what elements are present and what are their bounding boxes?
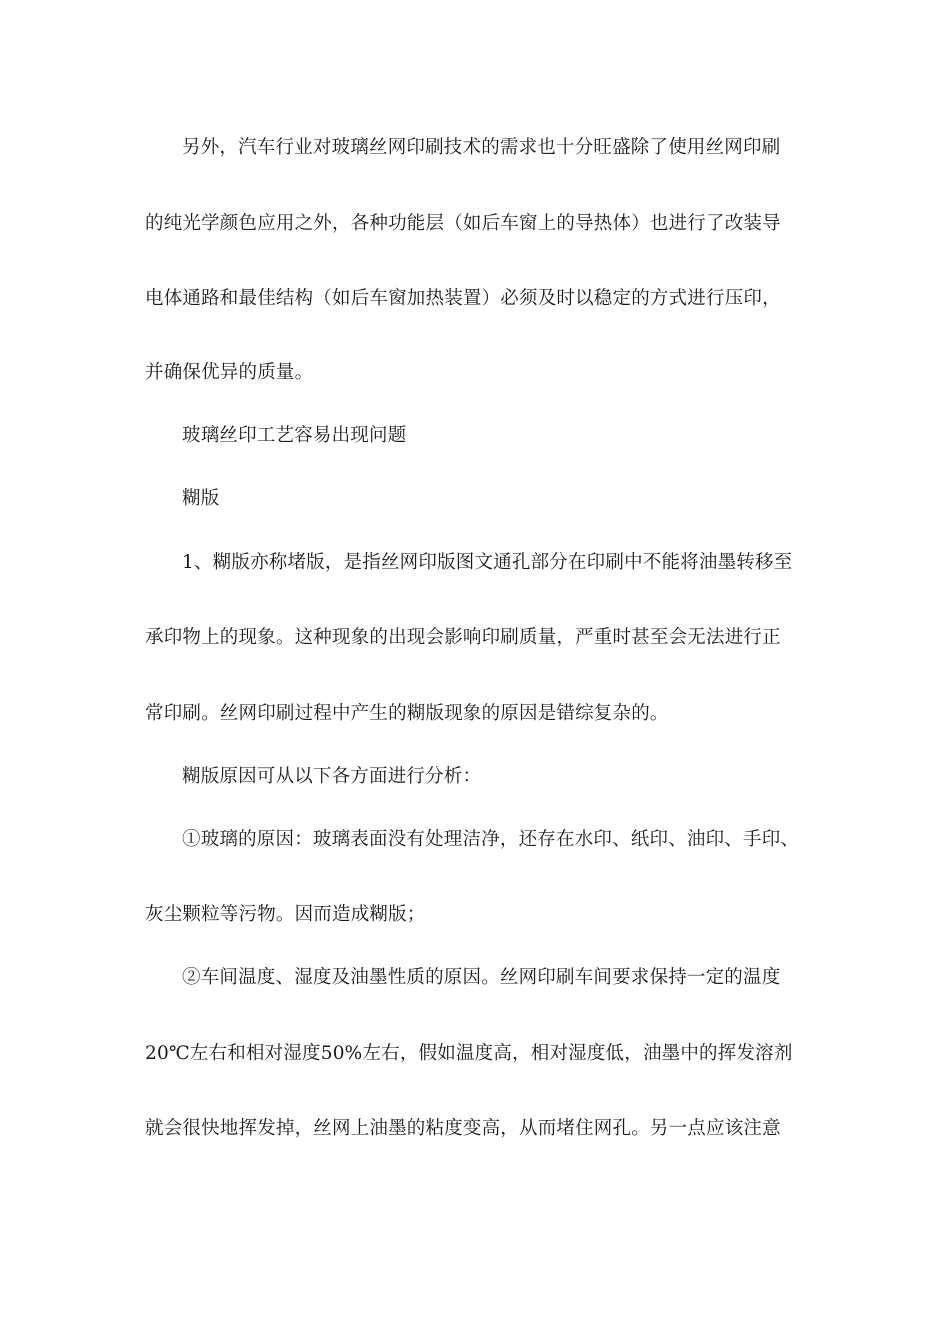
list-item-line: 就会很快地挥发掉，丝网上油墨的粘度变高，从而堵住网孔。另一点应该注意 [145, 1118, 781, 1139]
subsection-heading: 糊版 [182, 488, 220, 509]
section-heading: 玻璃丝印工艺容易出现问题 [182, 425, 407, 446]
paragraph-line: 并确保优异的质量。 [145, 362, 314, 383]
paragraph-line: 承印物上的现象。这种现象的出现会影响印刷质量，严重时甚至会无法进行正 [145, 627, 781, 648]
list-item-line: ②车间温度、湿度及油墨性质的原因。丝网印刷车间要求保持一定的温度 [182, 967, 781, 988]
list-item-line: 20℃左右和相对湿度50%左右，假如温度高，相对湿度低，油墨中的挥发溶剂 [145, 1043, 793, 1064]
list-item-line: ①玻璃的原因：玻璃表面没有处理洁净，还存在水印、纸印、油印、手印、 [182, 829, 800, 850]
paragraph-line: 另外，汽车行业对玻璃丝网印刷技术的需求也十分旺盛除了使用丝网印刷 [182, 137, 781, 158]
paragraph-line: 的纯光学颜色应用之外，各种功能层（如后车窗上的导热体）也进行了改装导 [145, 213, 781, 234]
list-item-line: 灰尘颗粒等污物。因而造成糊版； [145, 904, 426, 925]
paragraph-line: 电体通路和最佳结构（如后车窗加热装置）必须及时以稳定的方式进行压印， [145, 288, 781, 309]
paragraph-line: 常印刷。丝网印刷过程中产生的糊版现象的原因是错综复杂的。 [145, 703, 669, 724]
paragraph-line: 1、糊版亦称堵版，是指丝网印版图文通孔部分在印刷中不能将油墨转移至 [182, 552, 793, 573]
paragraph-line: 糊版原因可从以下各方面进行分析： [182, 766, 482, 787]
